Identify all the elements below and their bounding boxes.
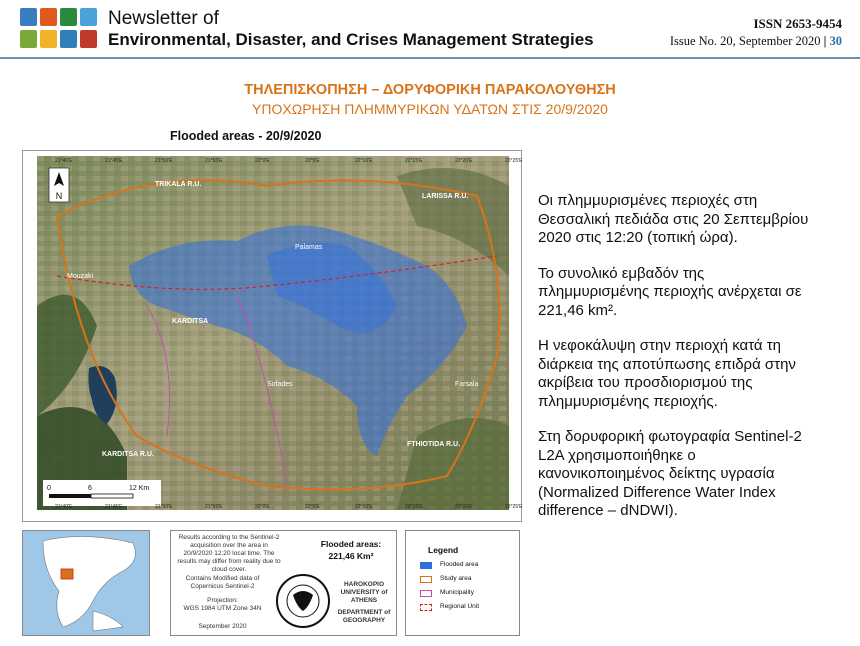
legend-label: Study area [440, 575, 472, 582]
bottom-tick-label: 22°25'E [505, 504, 523, 510]
flooded-swatch [420, 562, 432, 569]
description-paragraph-2: Το συνολικό εμβαδόν της πλημμυρισμένης περιοχής ανέρχεται σε 221,46 km². [538, 264, 802, 319]
legend-item-study-area [420, 575, 515, 585]
bottom-tick-label: 21°50'E [155, 504, 173, 510]
study-area-marker [61, 569, 73, 579]
north-label: N [55, 191, 63, 201]
legend-title: Legend [428, 545, 459, 555]
scale-zero: 0 [47, 485, 51, 492]
legend-label: Municipality [440, 589, 474, 596]
harokopio-seal-icon [275, 573, 331, 629]
flood-icon [40, 30, 57, 48]
storm-icon [80, 8, 97, 26]
flooded-areas-value: 221,46 Km² [328, 551, 374, 561]
place-sofades: Sofades [267, 381, 293, 388]
place-farsala: Farsala [455, 381, 479, 388]
top-tick-label: 21°40'E [55, 158, 73, 164]
tree-icon [60, 8, 77, 26]
bottom-tick-label: 22°5'E [305, 504, 320, 510]
bottom-tick-label: 22°15'E [405, 504, 423, 510]
graphic-title: ΤΗΛΕΠΙΣΚΟΠΗΣΗ – ΔΟΡΥΦΟΡΙΚΗ ΠΑΡΑΚΟΛΟΥΘΗΣΗ [244, 82, 616, 98]
top-tick-label: 22°0'E [255, 158, 270, 164]
issn: ISSN 2653-9454 [753, 16, 842, 31]
place-fthiotida: FTHIOTIDA R.U. [407, 441, 461, 448]
map-legend [405, 530, 520, 636]
greece-locator-image [23, 531, 149, 635]
newsletter-logo [20, 8, 98, 52]
scale-bar-box [43, 480, 161, 506]
copernicus-note: Contains Modified data of Copernicus Sentinel-2 [185, 575, 260, 590]
scale-end: 12 Km [129, 485, 150, 492]
earthquake-icon [20, 8, 37, 26]
scale-mid: 6 [88, 485, 92, 492]
top-tick-label: 22°20'E [455, 158, 473, 164]
legend-item-regional-unit [420, 603, 515, 613]
description-paragraph-3: Η νεφοκάλυψη στην περιοχή κατά τη διάρκεια της αποτύπωσης επιδρά στην ακρίβεια του προσδιορισμού της πλημμυρισμένης περιοχής. [538, 337, 796, 410]
people-icon [20, 30, 37, 48]
issue-line [670, 34, 842, 49]
description-paragraph-1: Οι πλημμυρισμένες περιοχές στη Θεσσαλική πεδιάδα στις 20 Σεπτεμβρίου 2020 στις 12:20 (τοπική ώρα). [538, 192, 809, 246]
bottom-tick-label: 22°20'E [455, 504, 473, 510]
place-karditsa-ru: KARDITSA R.U. [102, 451, 154, 458]
description-paragraph-4: Στη δορυφορική φωτογραφία Sentinel-2 L2A χρησιμοποιήθηκε ο κανονικοποιημένος δείκτης υγρασία (Normalized Difference Water Index difference – dNDWI). [538, 428, 802, 519]
projection-value: WGS 1984 UTM Zone 34N [183, 605, 262, 612]
legend-item-municipality [420, 589, 515, 599]
legend-item-flooded [420, 561, 515, 571]
legend-label: Flooded area [440, 561, 479, 568]
scale-bar-segment [49, 494, 91, 498]
issue-text: Issue No. 20, September 2020 [669, 34, 821, 48]
wave-icon [60, 30, 77, 48]
issue-separator: | [823, 34, 827, 48]
locator-inset-map [22, 530, 150, 636]
page-number: 30 [829, 34, 842, 48]
regional-unit-swatch [420, 604, 432, 611]
top-tick-label: 22°5'E [305, 158, 320, 164]
header-divider [0, 57, 860, 59]
newsletter-header [0, 0, 860, 60]
graphic-subtitle: ΥΠΟΧΩΡΗΣΗ ΠΛΗΜΜΥΡΙΚΩΝ ΥΔΑΤΩΝ ΣΤΙΣ 20/9/2020 [252, 101, 608, 117]
bottom-tick-label: 21°45'E [105, 504, 123, 510]
newsletter-title-line1: Newsletter of [108, 8, 219, 29]
scale-bar-segment [91, 494, 133, 498]
map-date: September 2020 [198, 623, 247, 630]
university-name: HAROKOPIO UNIVERSITY of ATHENS [340, 581, 388, 604]
municipality-swatch [420, 590, 432, 597]
biohazard-icon [80, 30, 97, 48]
satellite-map-image [37, 156, 523, 510]
newsletter-title-line2: Environmental, Disaster, and Crises Management Strategies [108, 30, 594, 49]
top-tick-label: 22°25'E [505, 158, 523, 164]
sentinel-note: Results according to the Sentinel-2 acquisition over the area in 20/9/2020 12:20 local time. The results may differ from reality due to cloud cover. [177, 534, 281, 573]
projection-label: Projection: [207, 597, 238, 604]
place-trikala: TRIKALA R.U. [155, 181, 202, 188]
flooded-areas-label: Flooded areas: [320, 539, 382, 549]
department-name: DEPARTMENT of GEOGRAPHY [337, 609, 391, 624]
bottom-tick-label: 21°40'E [55, 504, 73, 510]
fire-icon [40, 8, 57, 26]
top-tick-label: 21°55'E [205, 158, 223, 164]
legend-label: Regional Unit [440, 603, 480, 610]
map-title: Flooded areas - 20/9/2020 [170, 129, 322, 143]
top-tick-label: 22°10'E [355, 158, 373, 164]
map-info-box [170, 530, 397, 636]
flood-map [22, 150, 522, 522]
bottom-tick-label: 22°10'E [355, 504, 373, 510]
place-larisa: LARISSA R.U. [422, 193, 469, 200]
place-karditsa: KARDITSA [172, 318, 209, 325]
place-palamas: Palamas [295, 244, 323, 251]
description-text [538, 192, 818, 538]
bottom-tick-label: 22°0'E [255, 504, 270, 510]
bottom-tick-label: 21°55'E [205, 504, 223, 510]
place-mouzaki: Mouzaki [67, 273, 94, 280]
top-tick-label: 21°45'E [105, 158, 123, 164]
top-tick-label: 22°15'E [405, 158, 423, 164]
top-tick-label: 21°50'E [155, 158, 173, 164]
study-area-swatch [420, 576, 432, 583]
